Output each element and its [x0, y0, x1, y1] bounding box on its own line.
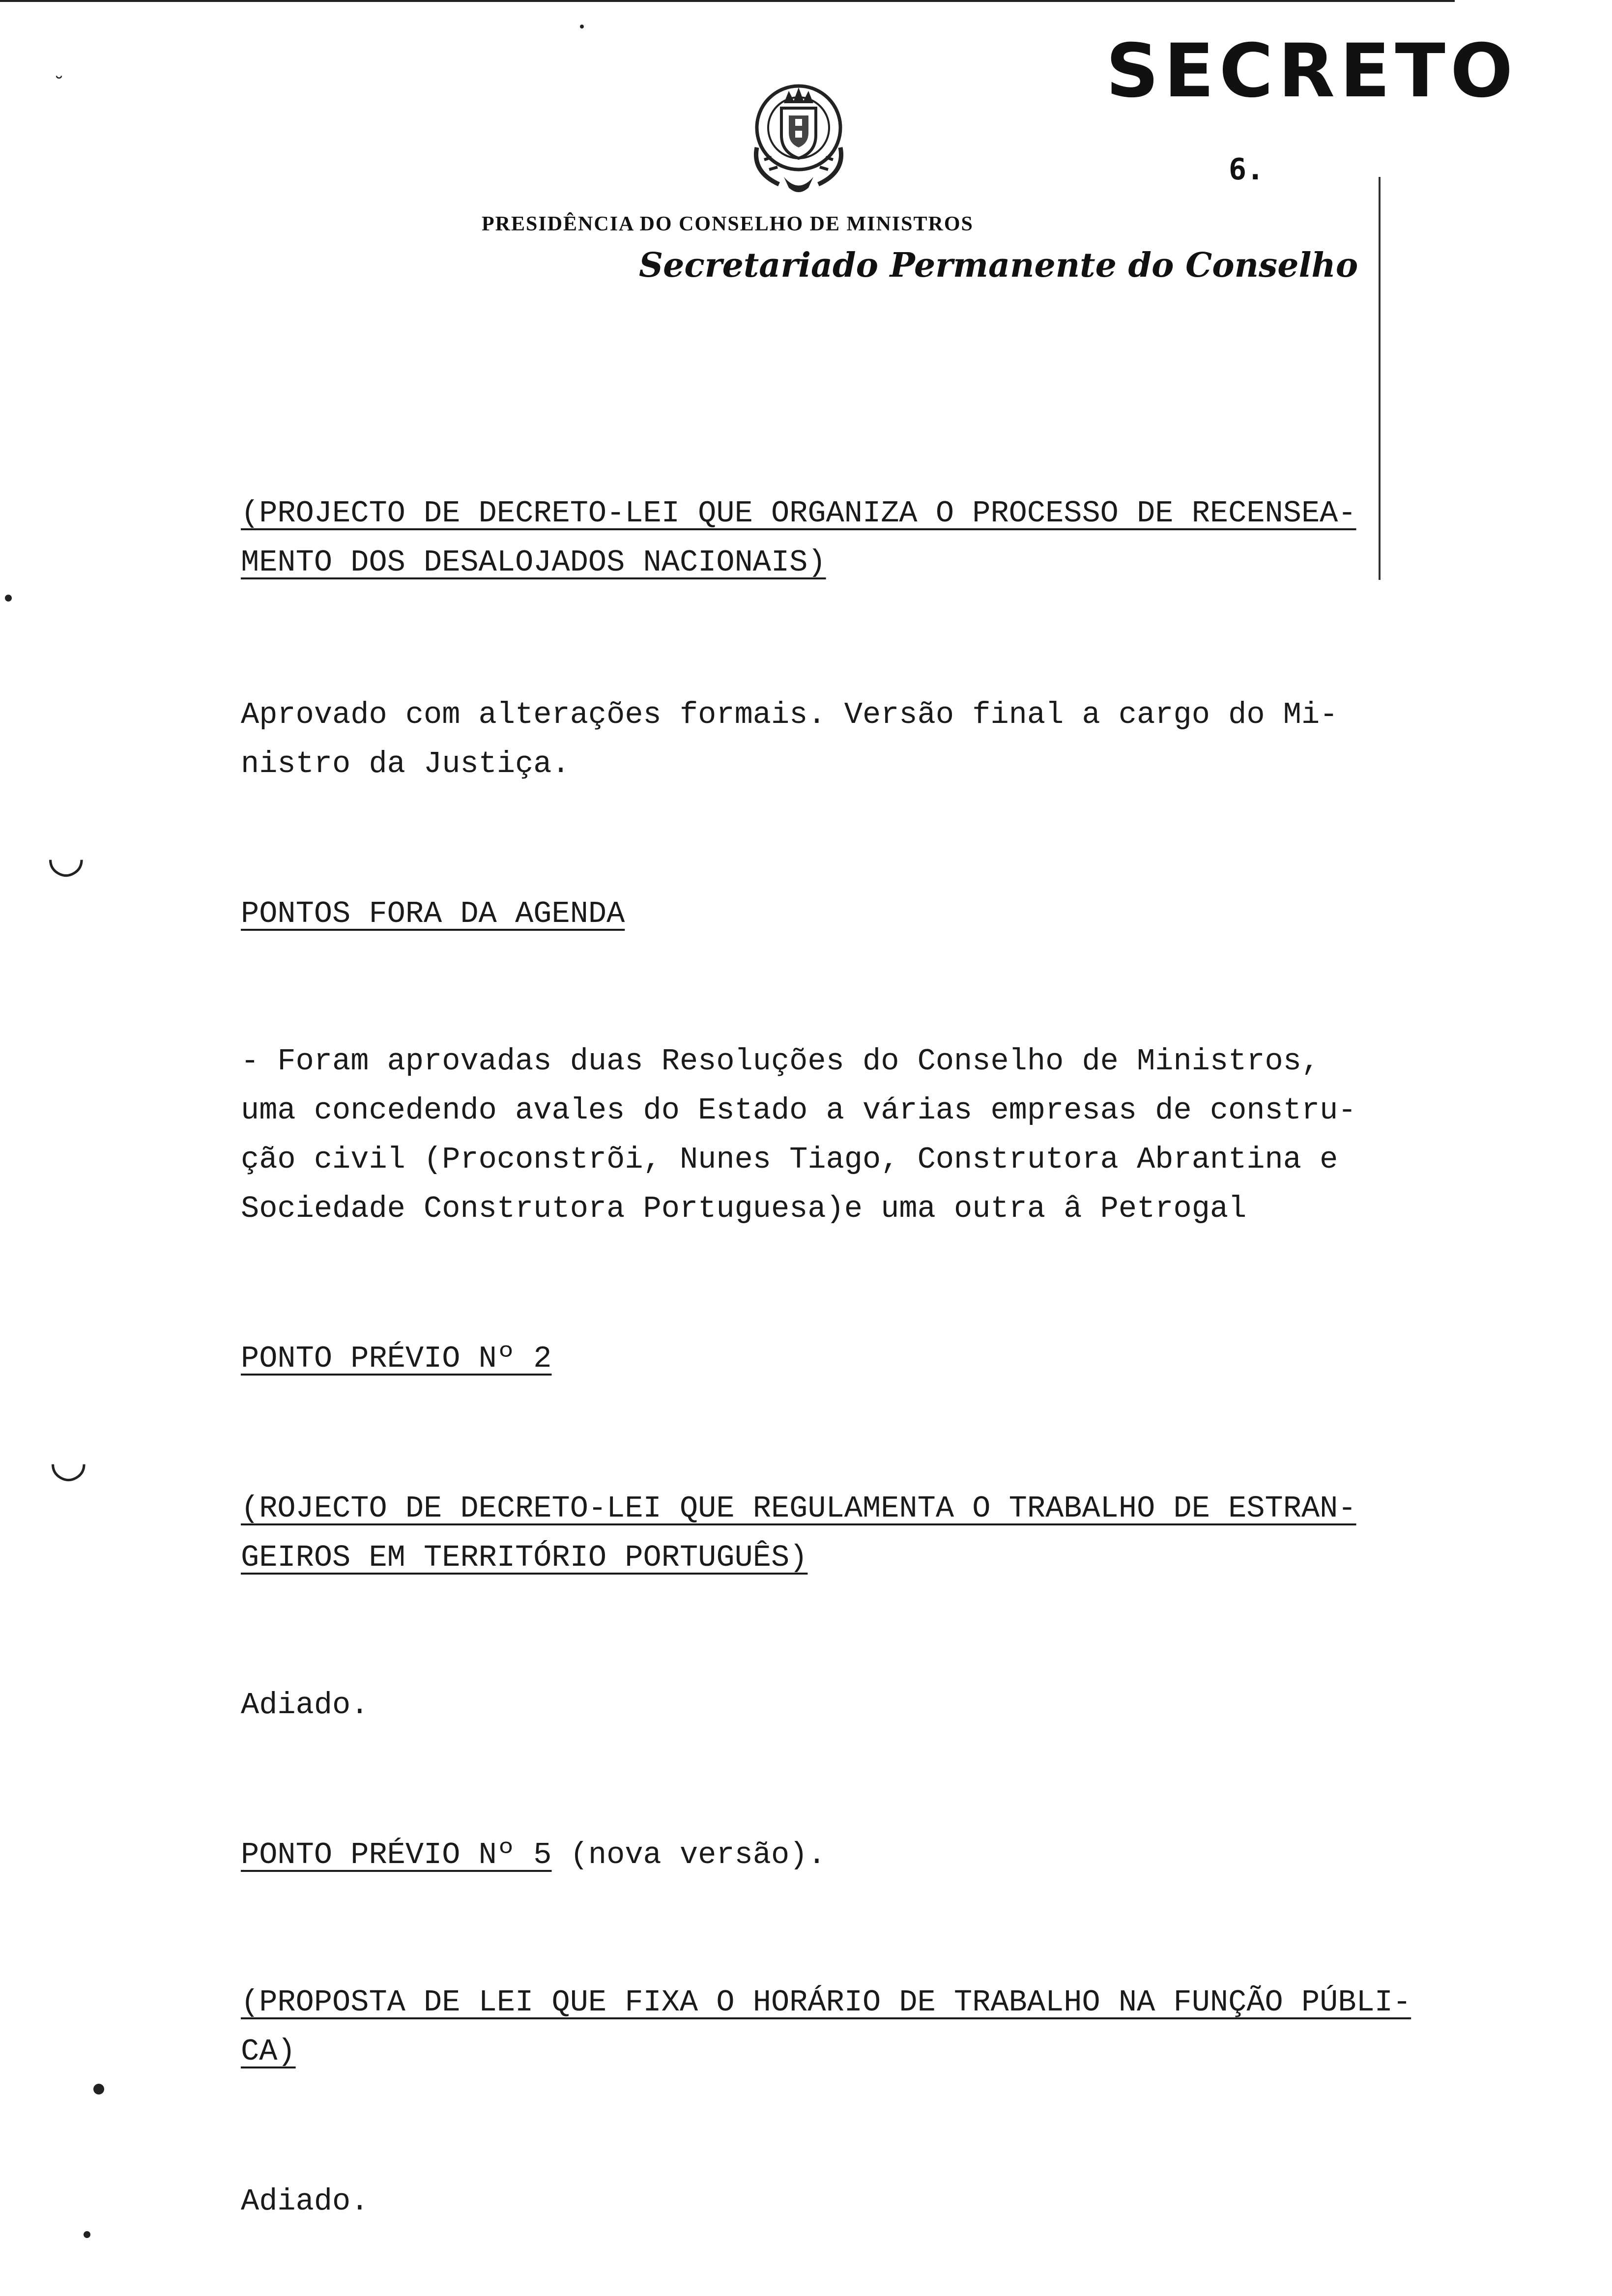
heading-ponto-previo-5: PONTO PRÉVIO Nº 5	[241, 1837, 552, 1872]
paragraph-adiado-2: Adiado.	[241, 2184, 369, 2219]
secret-stamp: SECRETO	[1106, 29, 1518, 114]
scan-dot	[580, 25, 584, 29]
scan-dot	[93, 2084, 104, 2095]
heading-ponto-previo-2: PONTO PRÉVIO Nº 2	[241, 1341, 552, 1376]
paragraph-adiado-1: Adiado.	[241, 1688, 369, 1722]
office-heading: PRESIDÊNCIA DO CONSELHO DE MINISTROS	[482, 213, 974, 235]
scan-mark: ◡	[47, 831, 86, 882]
paragraph-resolucoes-line-3: ção civil (Proconstrõi, Nunes Tiago, Construtora Abrantina e	[241, 1142, 1338, 1177]
margin-line	[1379, 177, 1381, 580]
heading-ponto-previo-5-line	[241, 1831, 826, 1880]
heading-estrangeiros-line-1: (ROJECTO DE DECRETO-LEI QUE REGULAMENTA O TRABALHO DE ESTRAN-	[241, 1491, 1356, 1526]
heading-recenseamento-line-1: (PROJECTO DE DECRETO-LEI QUE ORGANIZA O PROCESSO DE RECENSEA-	[241, 496, 1356, 531]
scan-mark: ˘	[54, 74, 64, 96]
heading-horario-line-2: CA)	[241, 2034, 296, 2069]
scan-dot	[5, 595, 12, 602]
top-border-line	[0, 0, 1455, 2]
paragraph-resolucoes-line-4: Sociedade Construtora Portuguesa)e uma outra â Petrogal	[241, 1191, 1247, 1226]
heading-pontos-fora-agenda: PONTOS FORA DA AGENDA	[241, 896, 625, 931]
paragraph-resolucoes-line-2: uma concedendo avales do Estado a várias empresas de constru-	[241, 1093, 1356, 1128]
heading-recenseamento-line-2: MENTO DOS DESALOJADOS NACIONAIS)	[241, 545, 826, 580]
paragraph-aprovado-line-2: nistro da Justiça.	[241, 746, 570, 781]
heading-estrangeiros-line-2: GEIROS EM TERRITÓRIO PORTUGUÊS)	[241, 1540, 808, 1575]
nova-versao-note: (nova versão).	[551, 1837, 826, 1872]
paragraph-resolucoes-line-1: - Foram aprovadas duas Resoluções do Conselho de Ministros,	[241, 1044, 1320, 1079]
coat-of-arms-icon	[742, 74, 855, 197]
scan-dot	[84, 2231, 90, 2238]
page-number: 6.	[1229, 152, 1265, 187]
secretariat-signature: Secretariado Permanente do Conselho	[639, 246, 1358, 285]
heading-horario-line-1: (PROPOSTA DE LEI QUE FIXA O HORÁRIO DE TRABALHO NA FUNÇÃO PÚBLI-	[241, 1985, 1411, 2020]
paragraph-aprovado-line-1: Aprovado com alterações formais. Versão final a cargo do Mi-	[241, 697, 1338, 732]
scan-mark: ◡	[49, 1435, 88, 1487]
